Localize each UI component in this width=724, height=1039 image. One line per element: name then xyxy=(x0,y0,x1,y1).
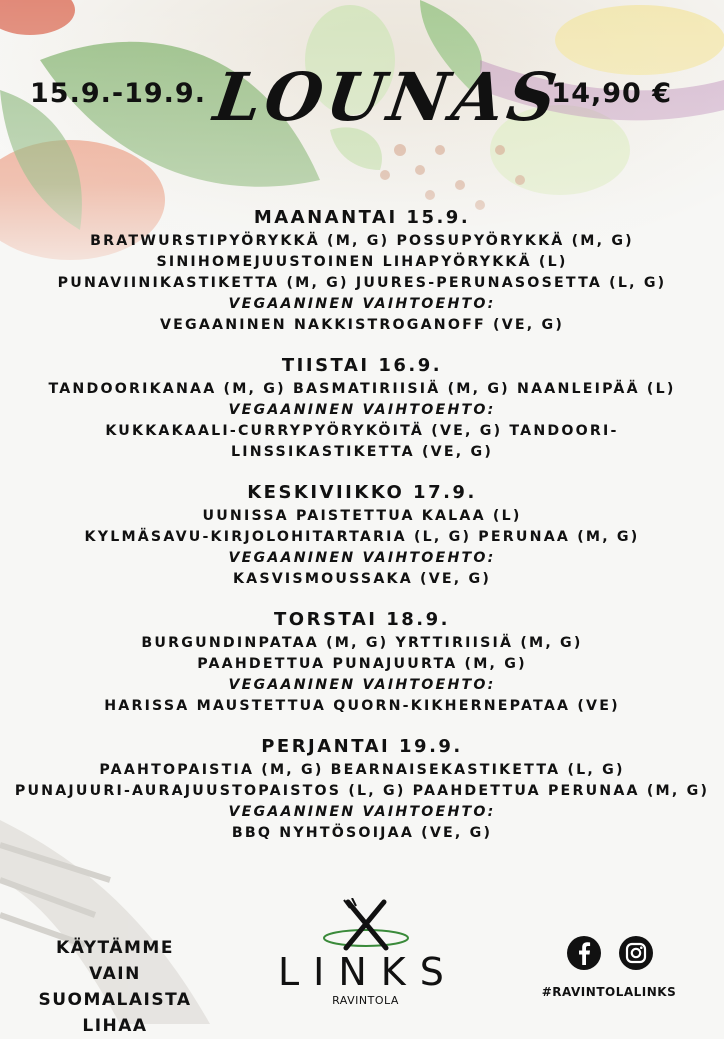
day-heading: PERJANTAI 19.9. xyxy=(261,736,463,757)
day-heading: MAANANTAI 15.9. xyxy=(253,207,471,228)
day-tuesday xyxy=(0,353,724,463)
facebook-icon[interactable] xyxy=(566,935,602,971)
menu-line: PUNAJUURI-AURAJUUSTOPAISTOS (L, G) PAAHDETTUA PERUNAA (M, G) xyxy=(14,783,710,799)
vegan-label: VEGAANINEN VAIHTOEHTO: xyxy=(228,550,496,566)
logo-wordmark: LINKS xyxy=(278,950,458,994)
vegan-label: VEGAANINEN VAIHTOEHTO: xyxy=(228,804,496,820)
menu-line: UUNISSA PAISTETTUA KALAA (L) xyxy=(202,508,522,524)
menu-line: PUNAVIINIKASTIKETTA (M, G) JUURES-PERUNASOSETTA (L, G) xyxy=(57,275,667,291)
menu-line: BRATWURSTIPYÖRYKKÄ (M, G) POSSUPYÖRYKKÄ (M, G) xyxy=(90,233,634,249)
day-friday xyxy=(0,734,724,844)
day-wednesday xyxy=(0,480,724,590)
vegan-line: KUKKAKAALI-CURRYPYÖRYKÖITÄ (VE, G) TANDOORI- xyxy=(105,423,619,439)
day-monday xyxy=(0,205,724,336)
menu-line: PAAHTOPAISTIA (M, G) BEARNAISEKASTIKETTA (L, G) xyxy=(99,762,625,778)
notice-line: SUOMALAISTA xyxy=(38,990,192,1010)
menu-line: SINIHOMEJUUSTOINEN LIHAPYÖRYKKÄ (L) xyxy=(156,254,568,270)
finnish-meat-notice xyxy=(30,935,200,1039)
menu-line: KYLMÄSAVU-KIRJOLOHITARTARIA (L, G) PERUNAA (M, G) xyxy=(84,529,640,545)
day-heading: TIISTAI 16.9. xyxy=(281,355,443,376)
vegan-line: LINSSIKASTIKETTA (VE, G) xyxy=(230,444,494,460)
day-thursday xyxy=(0,607,724,717)
menu-line: BURGUNDINPATAA (M, G) YRTTIRIISIÄ (M, G) xyxy=(141,635,583,651)
day-heading: KESKIVIIKKO 17.9. xyxy=(247,482,477,503)
hashtag: #RAVINTOLALINKS xyxy=(541,985,677,999)
notice-line: LIHAA xyxy=(82,1016,148,1036)
weekly-menu xyxy=(0,205,724,861)
logo-subtitle: RAVINTOLA xyxy=(332,994,399,1007)
menu-line: PAAHDETTUA PUNAJUURTA (M, G) xyxy=(197,656,527,672)
notice-line: KÄYTÄMME VAIN xyxy=(56,938,174,984)
vegan-label: VEGAANINEN VAIHTOEHTO: xyxy=(228,296,496,312)
crossed-cutlery-icon xyxy=(278,898,453,958)
page-title: LOUNAS xyxy=(209,58,566,136)
vegan-line: BBQ NYHTÖSOIJAA (VE, G) xyxy=(231,825,493,841)
vegan-label: VEGAANINEN VAIHTOEHTO: xyxy=(228,402,496,418)
vegan-line: VEGAANINEN NAKKISTROGANOFF (VE, G) xyxy=(159,317,565,333)
day-heading: TORSTAI 18.9. xyxy=(274,609,450,630)
vegan-line: HARISSA MAUSTETTUA QUORN-KIKHERNEPATAA (VE) xyxy=(104,698,620,714)
instagram-icon[interactable] xyxy=(618,935,654,971)
week-dates: 15.9.-19.9. xyxy=(30,78,206,109)
header xyxy=(0,58,724,148)
links-logo xyxy=(278,898,458,1016)
menu-line: TANDOORIKANAA (M, G) BASMATIRIISIÄ (M, G) NAANLEIPÄÄ (L) xyxy=(48,381,676,397)
vegan-label: VEGAANINEN VAIHTOEHTO: xyxy=(228,677,496,693)
vegan-line: KASVISMOUSSAKA (VE, G) xyxy=(232,571,492,587)
lunch-price: 14,90 € xyxy=(551,78,672,109)
